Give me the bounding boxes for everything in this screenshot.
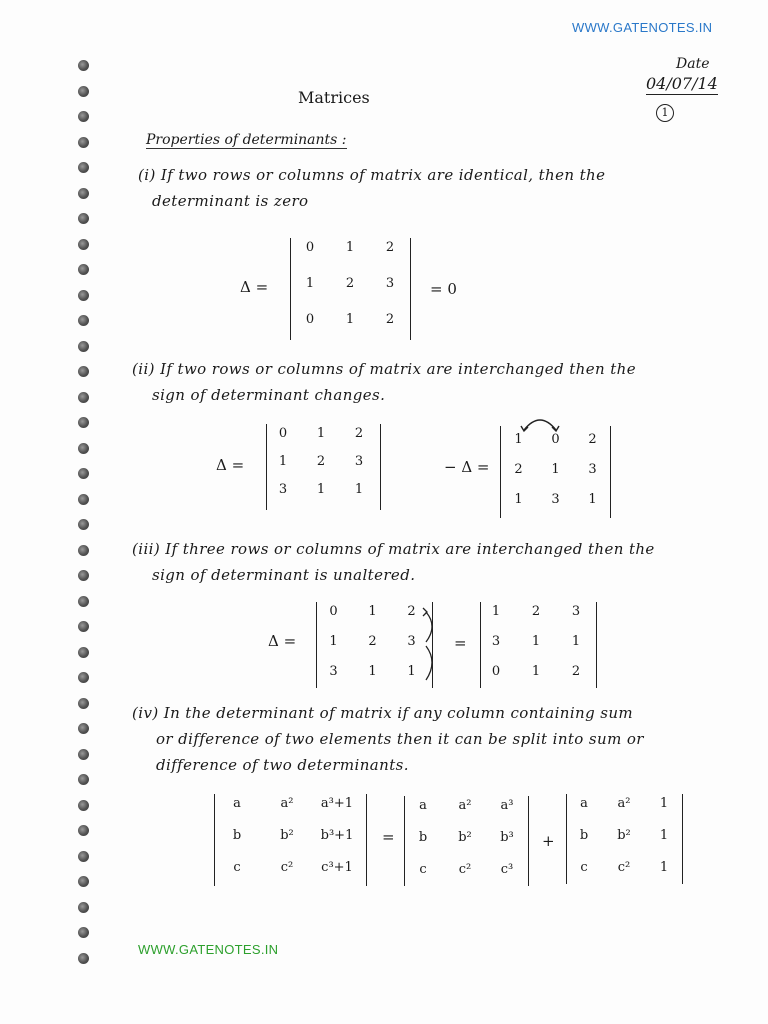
binder-hole xyxy=(78,213,89,224)
binder-hole xyxy=(78,188,89,199)
matrix-cell: a³+1 xyxy=(320,796,354,811)
matrix-cell: 3 xyxy=(571,604,581,619)
binder-hole xyxy=(78,162,89,173)
binder-hole xyxy=(78,341,89,352)
matrix-cell: 1 xyxy=(354,482,364,497)
matrix-cell: 1 xyxy=(316,426,326,441)
matrix-cell: 3 xyxy=(407,634,416,649)
binder-hole xyxy=(78,570,89,581)
matrix-cell: b² xyxy=(458,830,472,845)
matrix-cell: 1 xyxy=(514,492,523,507)
matrix-cell: b³ xyxy=(500,830,514,845)
binder-hole xyxy=(78,60,89,71)
matrix-cell: 3 xyxy=(385,276,395,291)
matrix-cell: 1 xyxy=(407,664,416,679)
binder-hole xyxy=(78,825,89,836)
matrix-cell: 1 xyxy=(368,664,377,679)
matrix-cell: 2 xyxy=(385,240,395,255)
binder-hole xyxy=(78,443,89,454)
matrix-cell: a² xyxy=(280,796,294,811)
binder-hole xyxy=(78,698,89,709)
matrix-cell: b xyxy=(579,828,589,843)
matrix-cell: 2 xyxy=(316,454,326,469)
matrix-cell: 3 xyxy=(329,664,338,679)
property-2-rhs: − Δ = xyxy=(444,458,490,476)
binder-hole xyxy=(78,800,89,811)
binder-hole xyxy=(78,851,89,862)
binder-hole xyxy=(78,519,89,530)
property-2-a-bar-right xyxy=(380,424,381,510)
binder-hole xyxy=(78,494,89,505)
matrix-cell: 1 xyxy=(345,312,355,327)
matrix-cell: a² xyxy=(617,796,631,811)
matrix-cell: 0 xyxy=(278,426,288,441)
matrix-cell: 0 xyxy=(491,664,501,679)
matrix-cell: 1 xyxy=(514,432,523,447)
matrix-cell: c² xyxy=(280,860,294,875)
matrix-cell: 1 xyxy=(368,604,377,619)
matrix-cell: 1 xyxy=(571,634,581,649)
property-2-lhs: Δ = xyxy=(216,456,245,474)
property-4-equals: = xyxy=(382,828,395,846)
property-3-equals: = xyxy=(454,634,467,652)
matrix-cell: 2 xyxy=(531,604,541,619)
page-number: 1 xyxy=(656,104,674,122)
matrix-cell: 3 xyxy=(551,492,560,507)
matrix-cell: c³ xyxy=(500,862,514,877)
property-2-line-1: (ii) If two rows or columns of matrix are interchanged then the xyxy=(132,360,636,378)
matrix-cell: 2 xyxy=(368,634,377,649)
binder-hole xyxy=(78,774,89,785)
matrix-cell: 3 xyxy=(278,482,288,497)
date-value: 04/07/14 xyxy=(646,74,718,93)
matrix-cell: b xyxy=(418,830,428,845)
property-1-result: = 0 xyxy=(430,280,457,298)
binder-hole xyxy=(78,137,89,148)
property-1-bar-right xyxy=(410,238,411,340)
property-4-line-2: or difference of two elements then it can be split into sum or xyxy=(156,730,644,748)
binder-hole xyxy=(78,86,89,97)
matrix-cell: b² xyxy=(280,828,294,843)
matrix-cell: a xyxy=(419,798,427,813)
matrix-cell: 2 xyxy=(514,462,523,477)
matrix-cell: 0 xyxy=(329,604,338,619)
property-3-line-2: sign of determinant is unaltered. xyxy=(152,566,416,584)
matrix-cell: 3 xyxy=(588,462,597,477)
property-3-line-1: (iii) If three rows or columns of matrix are interchanged then the xyxy=(132,540,655,558)
binder-hole xyxy=(78,902,89,913)
binder-hole xyxy=(78,647,89,658)
footer-site-link[interactable]: WWW.GATENOTES.IN xyxy=(138,942,279,957)
matrix-cell: c xyxy=(233,860,241,875)
property-3-lhs: Δ = xyxy=(268,632,297,650)
binder-hole xyxy=(78,366,89,377)
matrix-cell: 1 xyxy=(659,828,669,843)
matrix-cell: c³+1 xyxy=(321,860,353,875)
page-title: Matrices xyxy=(298,88,370,107)
property-2-line-2: sign of determinant changes. xyxy=(152,386,386,404)
matrix-cell: 1 xyxy=(659,796,669,811)
cycle-arrow-icon xyxy=(420,606,440,686)
matrix-cell: a² xyxy=(458,798,472,813)
binder-hole xyxy=(78,876,89,887)
matrix-cell: 2 xyxy=(354,426,364,441)
matrix-cell: c² xyxy=(458,862,472,877)
property-4-line-1: (iv) In the determinant of matrix if any column containing sum xyxy=(132,704,634,722)
matrix-cell: 2 xyxy=(385,312,395,327)
binder-hole xyxy=(78,749,89,760)
binder-hole xyxy=(78,596,89,607)
matrix-cell: 2 xyxy=(407,604,416,619)
matrix-cell: 1 xyxy=(305,276,315,291)
matrix-cell: 1 xyxy=(551,462,560,477)
binder-hole xyxy=(78,264,89,275)
matrix-cell: 0 xyxy=(305,312,315,327)
binder-hole xyxy=(78,315,89,326)
matrix-cell: a³ xyxy=(500,798,514,813)
binder-hole xyxy=(78,239,89,250)
matrix-cell: 1 xyxy=(659,860,669,875)
section-subheading: Properties of determinants : xyxy=(146,132,347,148)
property-1-line-2: determinant is zero xyxy=(152,192,309,210)
matrix-cell: 3 xyxy=(354,454,364,469)
matrix-cell: 1 xyxy=(345,240,355,255)
header-site-link[interactable]: WWW.GATENOTES.IN xyxy=(572,20,713,35)
binder-hole xyxy=(78,111,89,122)
matrix-cell: c xyxy=(580,860,588,875)
matrix-cell: 1 xyxy=(316,482,326,497)
binder-hole xyxy=(78,392,89,403)
matrix-cell: 1 xyxy=(531,634,541,649)
swap-arrow-icon xyxy=(520,414,560,434)
matrix-cell: 2 xyxy=(345,276,355,291)
binder-holes xyxy=(78,60,102,978)
binder-hole xyxy=(78,672,89,683)
binder-hole xyxy=(78,927,89,938)
matrix-cell: b² xyxy=(617,828,631,843)
property-4-plus: + xyxy=(542,832,555,850)
matrix-cell: c xyxy=(419,862,427,877)
property-1-line-1: (i) If two rows or columns of matrix are identical, then the xyxy=(138,166,606,184)
matrix-cell: 0 xyxy=(305,240,315,255)
matrix-cell: 1 xyxy=(329,634,338,649)
binder-hole xyxy=(78,545,89,556)
binder-hole xyxy=(78,468,89,479)
binder-hole xyxy=(78,953,89,964)
matrix-cell: 0 xyxy=(551,432,560,447)
matrix-cell: c² xyxy=(617,860,631,875)
property-3-b-bar-right xyxy=(596,602,597,688)
property-4-a-bar-right xyxy=(366,794,367,886)
matrix-cell: b xyxy=(232,828,242,843)
date-label: Date xyxy=(676,56,710,72)
property-4-line-3: difference of two determinants. xyxy=(156,756,409,774)
matrix-cell: 1 xyxy=(588,492,597,507)
matrix-cell: a xyxy=(580,796,588,811)
matrix-cell: 2 xyxy=(571,664,581,679)
binder-hole xyxy=(78,723,89,734)
binder-hole xyxy=(78,417,89,428)
binder-hole xyxy=(78,290,89,301)
matrix-cell: 1 xyxy=(278,454,288,469)
property-1-lhs: Δ = xyxy=(240,278,269,296)
matrix-cell: 3 xyxy=(491,634,501,649)
property-4-b-bar-right xyxy=(528,796,529,886)
matrix-cell: 1 xyxy=(531,664,541,679)
binder-hole xyxy=(78,621,89,632)
matrix-cell: 1 xyxy=(491,604,501,619)
matrix-cell: b³+1 xyxy=(320,828,354,843)
matrix-cell: 2 xyxy=(588,432,597,447)
matrix-cell: a xyxy=(233,796,241,811)
